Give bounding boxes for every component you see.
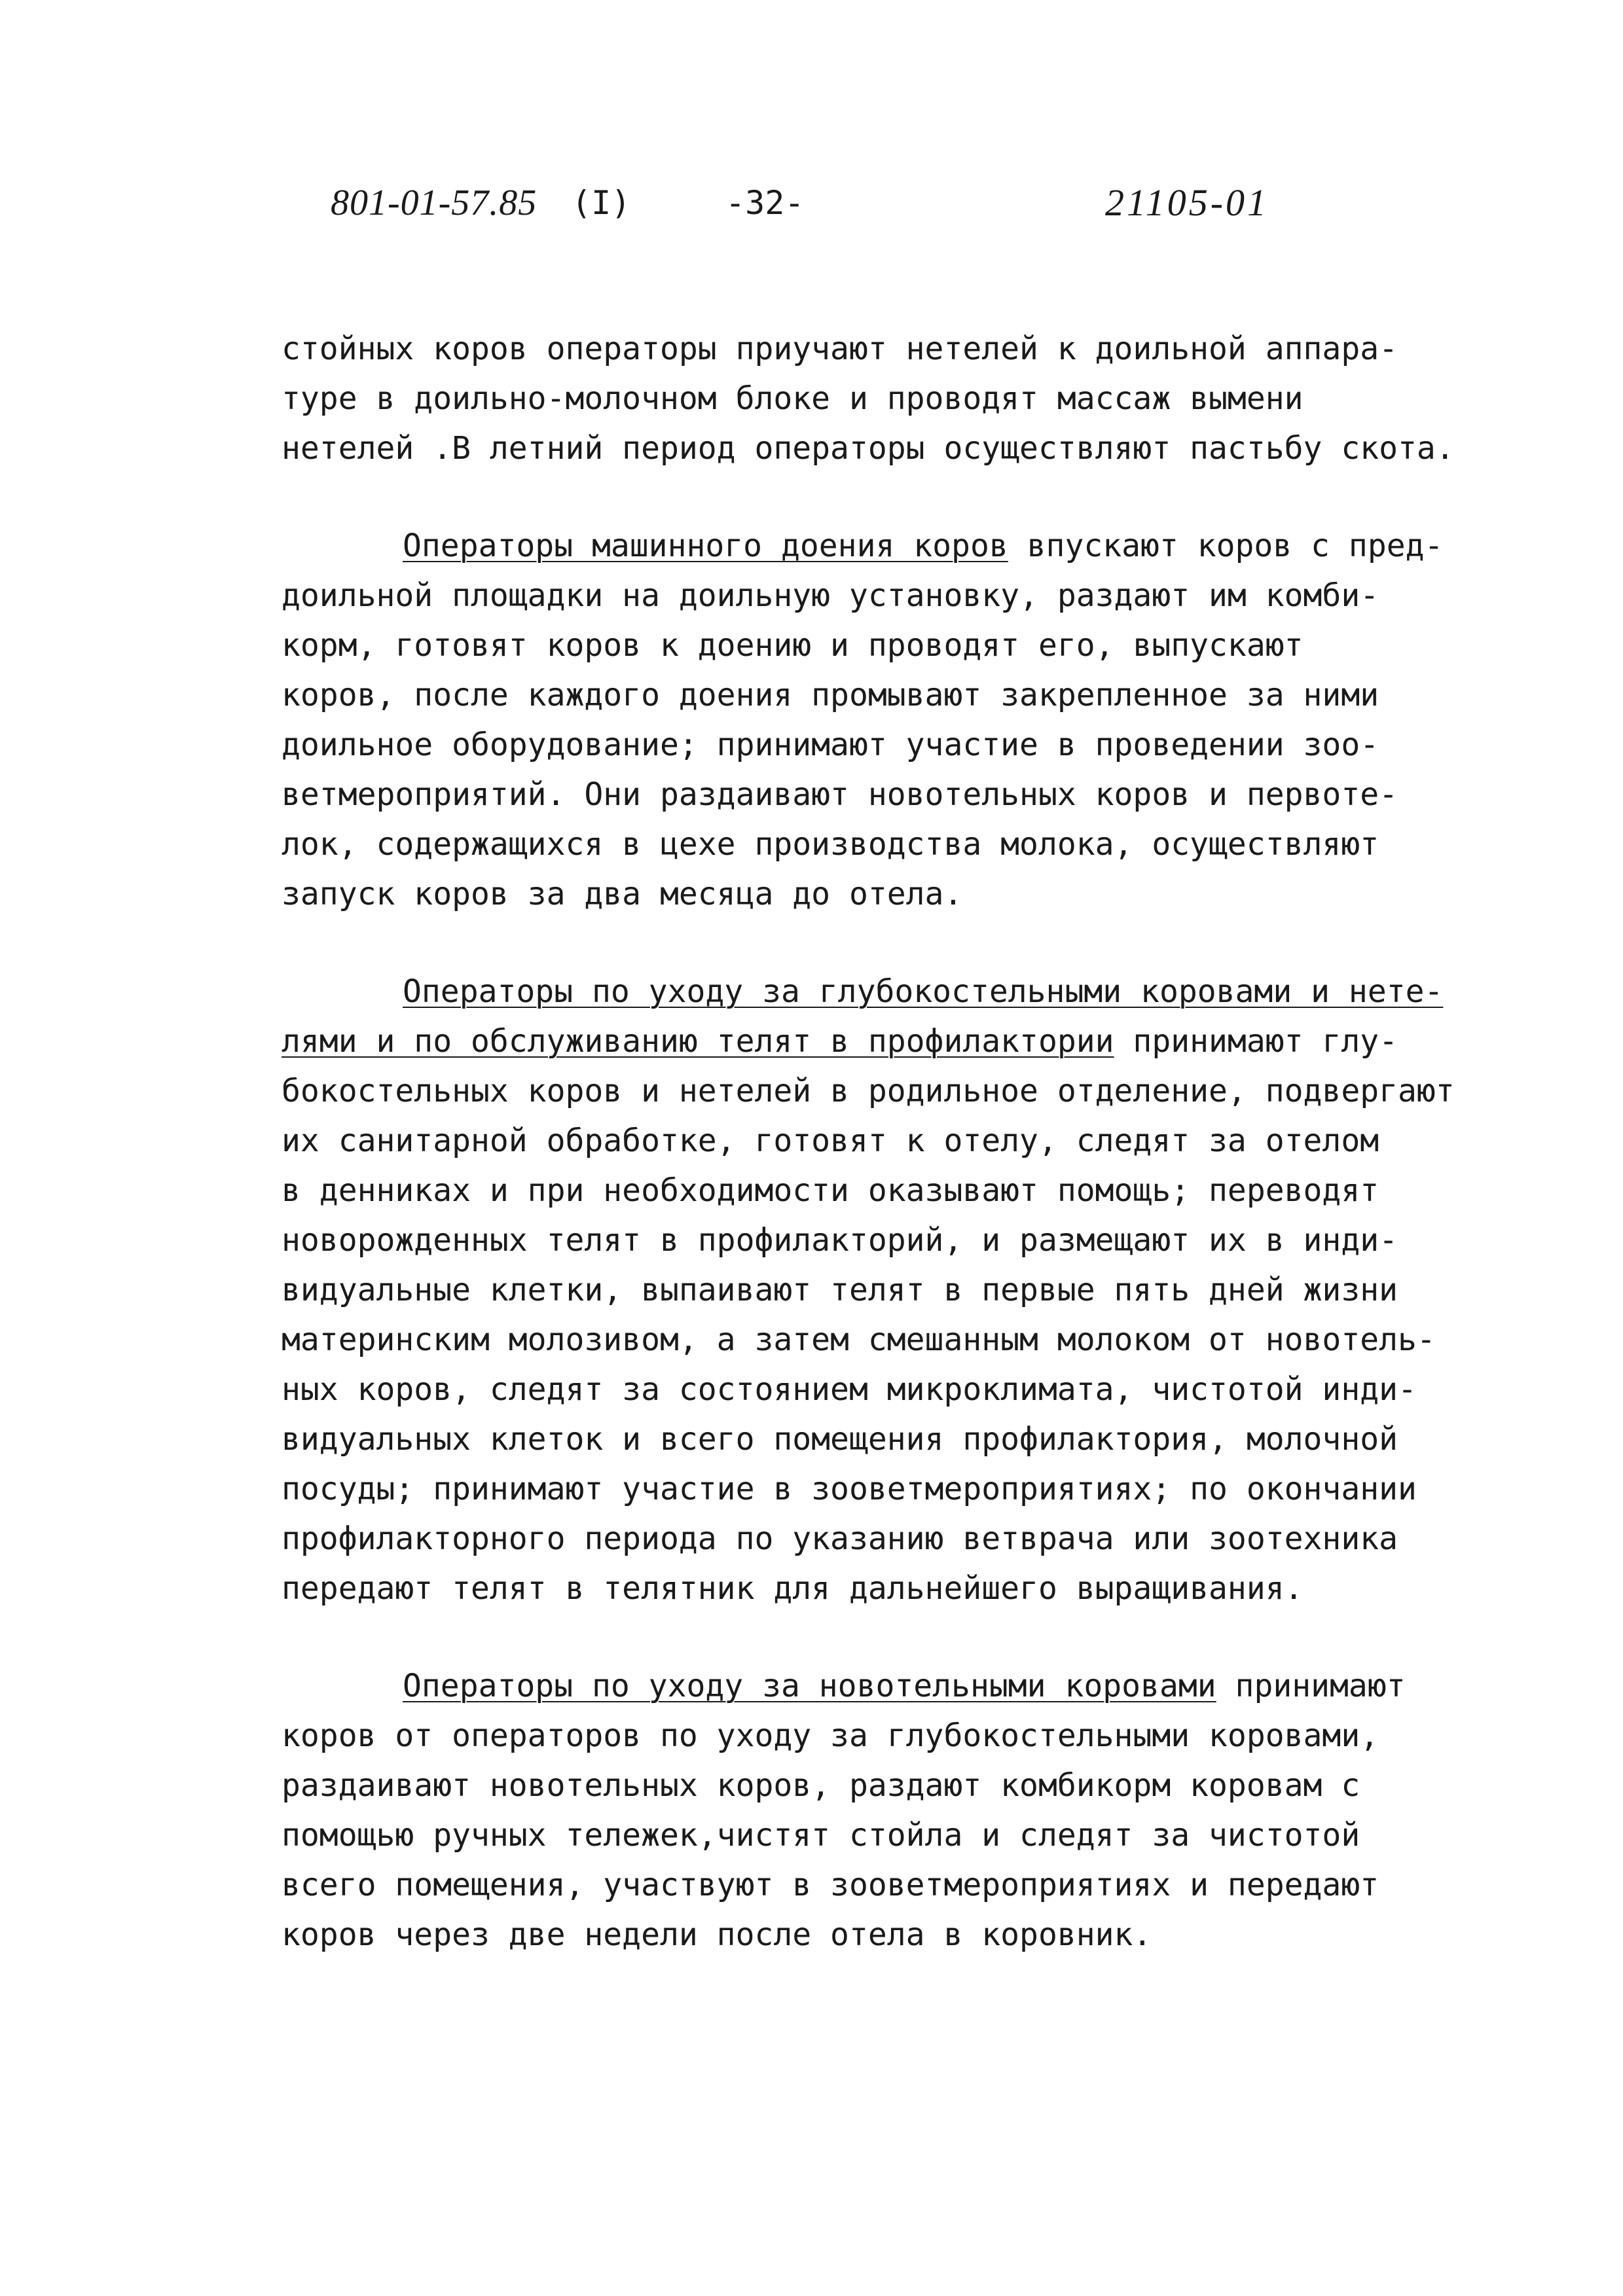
text-line: бокостельных коров и нетелей в родильное отделение, подвергают	[282, 1073, 1455, 1109]
text-line: коров, после каждого доения промывают закрепленное за ними	[282, 677, 1379, 713]
section-heading: Операторы машинного доения коров	[403, 528, 1008, 564]
text-line: корм, готовят коров к доению и проводят его, выпускают	[282, 627, 1304, 664]
volume-number: (I)	[572, 184, 631, 222]
page-header	[0, 173, 1623, 245]
text-line	[282, 1661, 1558, 1711]
text-line: их санитарной обработке, готовят к отелу, следят за отелом	[282, 1122, 1379, 1159]
text-line: посуды; принимают участие в зооветмероприятиях; по окончании	[282, 1471, 1417, 1507]
paragraph-stall-operators	[282, 324, 1558, 473]
text-line: всего помещения, участвуют в зооветмероприятиях и передают	[282, 1867, 1379, 1903]
text-line: видуальные клетки, выпаивают телят в первые пять дней жизни	[282, 1272, 1398, 1308]
text-line: профилакторного периода по указанию ветврача или зоотехника	[282, 1520, 1398, 1557]
text-line: нетелей .В летний период операторы осуществляют пастьбу скота.	[282, 430, 1455, 467]
text-line: лок, содержащихся в цехе производства молока, осуществляют	[282, 826, 1379, 863]
paragraph-fresh-cow-operators	[282, 1661, 1558, 1960]
text-line	[282, 521, 1558, 571]
text-run: принимают глу-	[1114, 1023, 1398, 1060]
text-line: помощью ручных тележек,чистят стойла и следят за чистотой	[282, 1817, 1360, 1854]
text-line	[282, 967, 1558, 1016]
paragraph-deep-calving-operators	[282, 967, 1558, 1613]
body-text	[282, 324, 1558, 2007]
text-line: материнским молозивом, а затем смешанным молоком от новотель-	[282, 1321, 1436, 1358]
archive-number: 21105-01	[1105, 181, 1269, 224]
section-heading: лями и по обслуживанию телят в профилактории	[282, 1023, 1114, 1060]
text-line: ных коров, следят за состоянием микроклимата, чистотой инди-	[282, 1371, 1417, 1408]
document-code: 801-01-57.85	[331, 183, 538, 223]
text-line: новорожденных телят в профилакторий, и размещают их в инди-	[282, 1222, 1398, 1259]
text-line: туре в доильно-молочном блоке и проводят массаж вымени	[282, 380, 1304, 417]
text-line: коров от операторов по уходу за глубокостельными коровами,	[282, 1717, 1379, 1754]
text-line: видуальных клеток и всего помещения профилактория, молочной	[282, 1421, 1398, 1458]
text-line: передают телят в телятник для дальнейшего выращивания.	[282, 1570, 1304, 1607]
page-number: -32-	[725, 184, 805, 222]
text-run: впускают коров с пред-	[1008, 528, 1444, 564]
paragraph-milking-operators	[282, 521, 1558, 919]
text-line: ветмероприятий. Они раздаивают новотельных коров и первоте-	[282, 776, 1398, 813]
text-line: запуск коров за два месяца до отела.	[282, 876, 963, 912]
text-line: доильной площадки на доильную установку, раздают им комби-	[282, 577, 1379, 614]
text-run: принимают	[1216, 1668, 1406, 1704]
section-heading: Операторы по уходу за глубокостельными коровами и нете-	[403, 973, 1444, 1010]
text-line: раздаивают новотельных коров, раздают комбикорм коровам с	[282, 1767, 1360, 1804]
text-line: стойных коров операторы приучают нетелей к доильной аппара-	[282, 331, 1398, 367]
section-heading: Операторы по уходу за новотельными коровами	[403, 1668, 1216, 1704]
text-line: коров через две недели после отела в коровник.	[282, 1916, 1152, 1953]
text-line	[282, 1016, 1558, 1066]
text-line: в денниках и при необходимости оказывают помощь; переводят	[282, 1172, 1379, 1209]
text-line: доильное оборудование; принимают участие в проведении зоо-	[282, 726, 1379, 763]
